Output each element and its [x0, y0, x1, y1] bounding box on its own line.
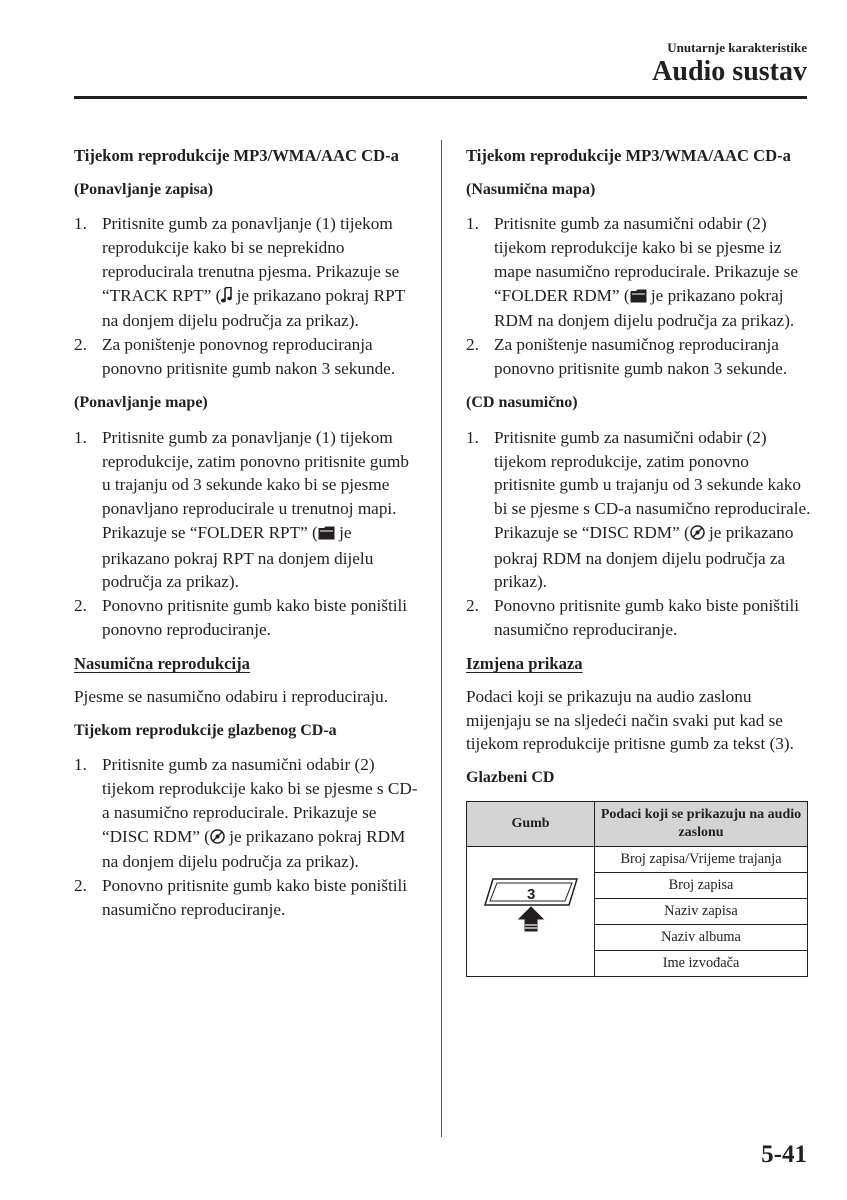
table-header-button: Gumb — [467, 801, 595, 846]
repeat-folder-steps — [74, 426, 419, 641]
step-text: Ponovno pritisnite gumb kako biste poništili nasumično reproduciranje. — [494, 595, 800, 639]
right-column — [466, 144, 811, 977]
step-text: Pritisnite gumb za ponavljanje (1) tijekom reprodukcije kako bi se neprekidno reproducirala trenutna pjesma. Prikazuje se “TRACK RPT” ( — [102, 214, 400, 305]
music-cd-steps — [74, 753, 419, 921]
music-cd-title: Tijekom reprodukcije glazbenog CD-a — [74, 721, 337, 739]
column-divider — [441, 140, 442, 1137]
step-number: 2. — [466, 595, 479, 615]
list-item — [74, 874, 419, 921]
disc-icon — [210, 827, 225, 851]
step-text: Ponovno pritisnite gumb kako biste poništili nasumično reproduciranje. — [102, 875, 408, 919]
step-number: 1. — [466, 428, 479, 448]
table-cell: Broj zapisa — [595, 872, 808, 898]
list-item — [466, 594, 811, 641]
step-text: je prikazano pokraj RPT na donjem dijelu područja za prikaz). — [102, 522, 374, 592]
step-number: 1. — [466, 214, 479, 234]
display-change-text: Podaci koji se prikazuju na audio zaslonu mijenjaju se na sljedeći način svaki put kad se tijekom reprodukcije pritisne gumb za tekst (3). — [466, 687, 794, 754]
table-header-display: Podaci koji se prikazuju na audio zaslonu — [595, 801, 808, 846]
repeat-track-title: (Ponavljanje zapisa) — [74, 180, 214, 198]
button-cell — [467, 846, 595, 976]
folder-icon — [318, 523, 335, 547]
list-item — [74, 212, 419, 333]
list-item — [74, 753, 419, 874]
random-folder-title: (Nasumična mapa) — [466, 180, 596, 198]
step-text: je prikazano pokraj RDM na donjem dijelu područja za prikaz). — [494, 285, 795, 331]
step-number: 1. — [74, 755, 87, 775]
random-cd-steps — [466, 426, 811, 641]
table-title: Glazbeni CD — [466, 769, 555, 787]
step-text: Pritisnite gumb za ponavljanje (1) tijekom reprodukcije, zatim ponovno pritisnite gumb u trajanju od 3 sekunde kako bi se pjesme ponavljano reproducirale u trenutnoj mapi. Prikazuje se “FOLDER RPT” ( — [102, 428, 409, 542]
repeat-track-steps — [74, 212, 419, 380]
step-number: 2. — [74, 334, 87, 354]
list-item — [74, 333, 419, 380]
disc-icon — [690, 523, 705, 547]
table-header-row — [467, 801, 808, 846]
table-cell: Broj zapisa/Vrijeme trajanja — [595, 846, 808, 872]
display-table — [466, 801, 808, 977]
step-text: Pritisnite gumb za nasumični odabir (2) tijekom reprodukcije kako bi se pjesme s CD-a nasumično reproducirale. Prikazuje se “DISC RDM” ( — [102, 755, 418, 846]
list-item — [466, 426, 811, 594]
table-cell: Naziv albuma — [595, 924, 808, 950]
button-label: 3 — [526, 886, 535, 904]
table-cell: Naziv zapisa — [595, 898, 808, 924]
header-rule — [74, 96, 807, 99]
page-header-section: Unutarnje karakteristike — [667, 40, 807, 55]
step-text: Za poništenje ponovnog reproduciranja ponovno pritisnite gumb nakon 3 sekunde. — [102, 334, 396, 378]
display-change-title: Izmjena prikaza — [466, 654, 583, 674]
list-item — [74, 594, 419, 641]
step-text: Pritisnite gumb za nasumični odabir (2) tijekom reprodukcije kako bi se pjesme iz mape nasumično reproducirale. Prikazuje se “FOLDER RDM” ( — [494, 214, 799, 305]
table-cell: Ime izvođača — [595, 950, 808, 976]
step-text: je prikazano pokraj RPT na donjem dijelu područja za prikaz). — [102, 285, 405, 331]
random-play-text: Pjesme se nasumično odabiru i reproduciraju. — [74, 687, 389, 707]
step-number: 2. — [74, 595, 87, 615]
step-number: 2. — [74, 875, 87, 895]
music-note-icon — [221, 286, 232, 310]
random-cd-title: (CD nasumično) — [466, 394, 578, 412]
step-text: Ponovno pritisnite gumb kako biste poništili ponovno reproduciranje. — [102, 595, 408, 639]
step-number: 2. — [466, 334, 479, 354]
step-number: 1. — [74, 428, 87, 448]
step-text: Za poništenje nasumičnog reproduciranja ponovno pritisnite gumb nakon 3 sekunde. — [494, 334, 788, 378]
list-item — [466, 333, 811, 380]
page-number: 5-41 — [761, 1141, 807, 1168]
table-row — [467, 846, 808, 872]
random-folder-steps — [466, 212, 811, 380]
repeat-folder-title: (Ponavljanje mape) — [74, 394, 208, 412]
left-heading: Tijekom reprodukcije MP3/WMA/AAC CD-a — [74, 146, 399, 165]
right-heading: Tijekom reprodukcije MP3/WMA/AAC CD-a — [466, 146, 791, 165]
left-column — [74, 144, 419, 932]
step-text: je prikazano pokraj RDM na donjem dijelu područja za prikaz). — [102, 826, 406, 872]
page-header-title: Audio sustav — [652, 56, 807, 87]
folder-icon — [630, 286, 647, 310]
list-item — [74, 426, 419, 594]
step-number: 1. — [74, 214, 87, 234]
list-item — [466, 212, 811, 333]
text-button-icon — [481, 875, 581, 939]
random-play-title: Nasumična reprodukcija — [74, 654, 250, 674]
step-text: je prikazano pokraj RDM na donjem dijelu područja za prikaz). — [494, 522, 794, 592]
step-text: Pritisnite gumb za nasumični odabir (2) tijekom reprodukcije, zatim ponovno pritisnite gumb u trajanju od 3 sekunde kako bi se pjesme s CD-a nasumično reproducirale. Prikazuje se “DISC RDM” ( — [494, 428, 811, 542]
